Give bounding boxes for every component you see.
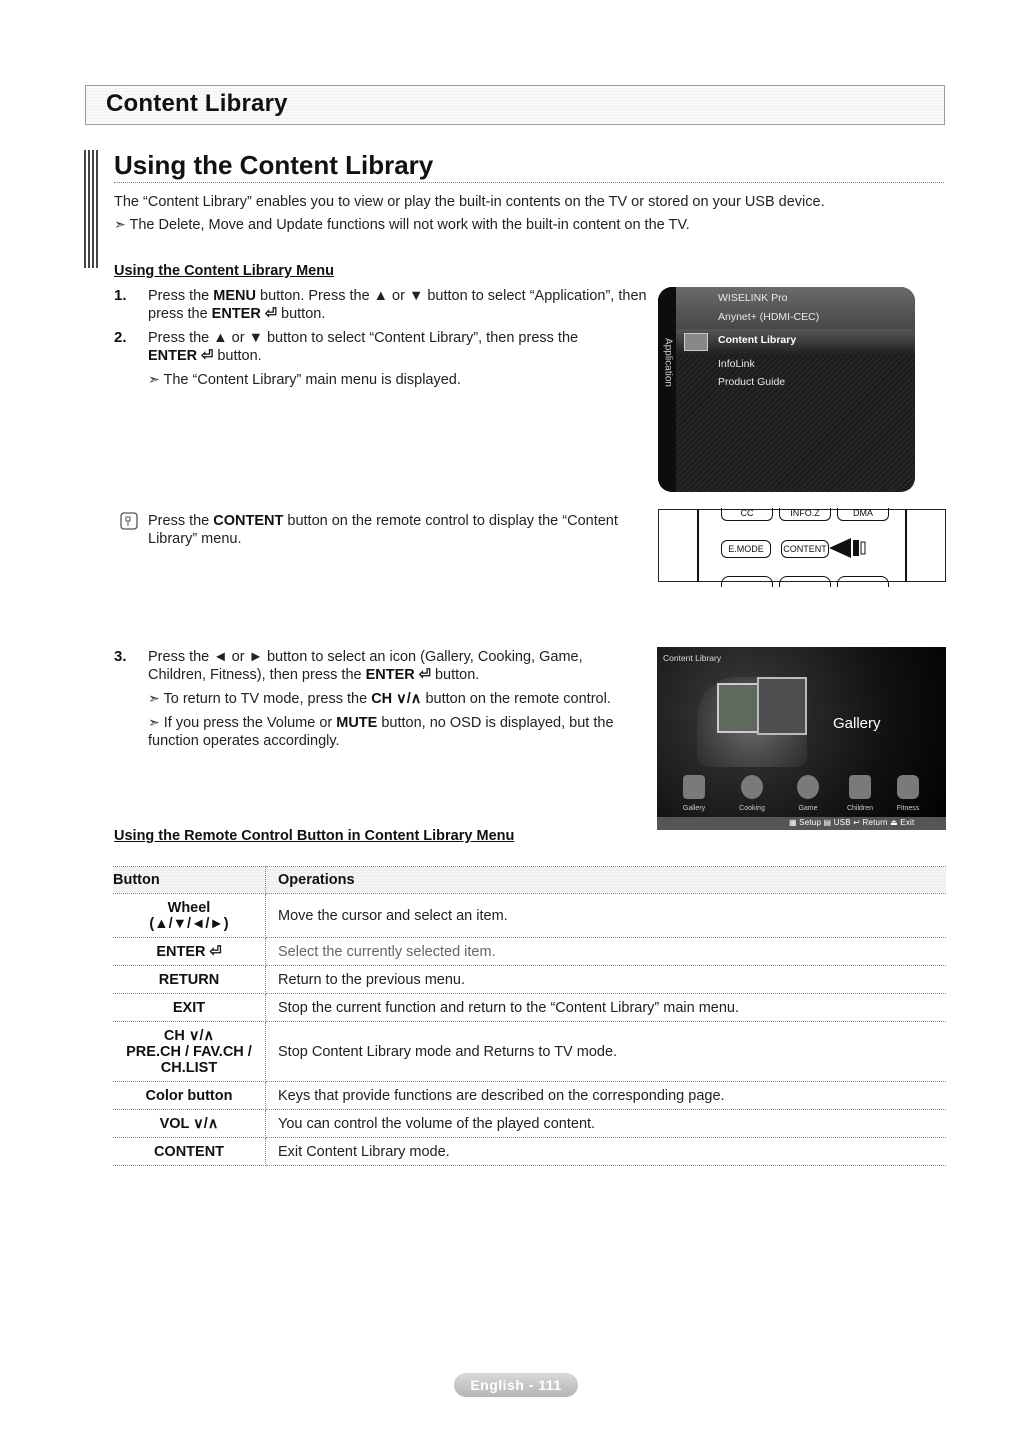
row-operation-cell: Stop the current function and return to the “Content Library” main menu. [266,994,947,1022]
picture-frame-icon [757,677,807,735]
cl-icon-label: Gallery [682,805,706,812]
table-header-row [113,867,946,894]
subheading-menu: Using the Content Library Menu [114,263,334,279]
page-number-badge: English - 111 [454,1373,578,1397]
picture-frame-icon [717,683,759,733]
cl-focused-label: Gallery [833,715,881,732]
game-icon [797,775,819,799]
cooking-icon [741,775,763,799]
note-arrow-icon: ➣ [148,371,160,387]
note-arrow-icon: ➣ [148,690,160,706]
intro-note-text: The Delete, Move and Update functions will not work with the built-in content on the TV. [129,217,690,233]
page-heading: Using the Content Library [114,150,434,180]
remote-lower-button [721,576,773,587]
table-row [113,1022,946,1082]
remote-lower-button [837,576,889,587]
tv-application-menu-image [658,287,915,492]
row-operation-cell: Stop Content Library mode and Returns to TV mode. [266,1022,947,1082]
row-button-cell: RETURN [113,966,266,994]
step-2-note: ➣ The “Content Library” main menu is displayed. [148,371,461,388]
intro-note [114,215,934,234]
cl-icon-label: Game [798,805,818,812]
menu-item: InfoLink [718,358,755,370]
step-3-note-1: ➣ To return to TV mode, press the CH ∨/∧ button on the remote control. [148,690,611,707]
cc-button: CC [721,508,773,521]
menu-side-label: Application [662,338,674,387]
row-operation-cell: You can control the volume of the played content. [266,1110,947,1138]
content-button: CONTENT [781,540,829,558]
cl-icon-label: Cooking [739,805,765,812]
step-3-number: 3. [114,648,127,665]
step-2-text: Press the ▲ or ▼ button to select “Content Library”, then press the ENTER ⏎ button. [148,330,579,364]
content-library-screen-image [657,647,946,830]
menu-item: Anynet+ (HDMI-CEC) [718,311,820,323]
table-row [113,1082,946,1110]
cl-icon-label: Fitness [896,805,920,812]
cl-bottom-bar-text: ▦ Setup ▤ USB ↩ Return ⏏ Exit [789,818,915,827]
row-operation-cell: Move the cursor and select an item. [266,894,947,938]
operations-table [113,866,946,1166]
section-title: Content Library [106,90,288,117]
step-3-text: Press the ◄ or ► button to select an icon (Gallery, Cooking, Game, Children, Fitness), then press the ENTER ⏎ button. [148,649,583,683]
note-arrow-icon: ➣ [148,714,160,730]
intro-text: The “Content Library” enables you to view or play the built-in contents on the TV or stored on your USB device. [114,194,825,210]
step-2-number: 2. [114,329,127,346]
row-button-cell: Color button [113,1082,266,1110]
step-1-text: Press the MENU button. Press the ▲ or ▼ button to select “Application”, then press the ENTER ⏎ button. [148,288,647,322]
gallery-icon [683,775,705,799]
row-operation-cell: Select the currently selected item. [266,938,947,966]
table-row [113,1110,946,1138]
remote-tip-text: Press the CONTENT button on the remote control to display the “Content Library” menu. [148,513,618,547]
step-3-note-2: ➣ If you press the Volume or MUTE button, no OSD is displayed, but the function operates accordingly. [148,714,614,749]
cl-icon-label: Children [846,805,874,812]
row-button-cell: CONTENT [113,1138,266,1166]
remote-control-image [658,509,946,582]
menu-item: WISELINK Pro [718,292,788,304]
row-button-cell: Wheel (▲/▼/◄/►) [113,894,266,938]
dma-button: DMA [837,508,889,521]
subheading-remote: Using the Remote Control Button in Content Library Menu [114,828,515,844]
row-button-cell: VOL ∨/∧ [113,1110,266,1138]
menu-side-tab [658,287,676,492]
row-button-cell: CH ∨/∧ PRE.CH / FAV.CH / CH.LIST [113,1022,266,1082]
cl-screen-title: Content Library [663,653,722,663]
table-row [113,938,946,966]
header-button: Button [113,867,266,894]
note-arrow-icon: ➣ [114,216,126,232]
remote-tip-icon [120,512,140,530]
heading-rule [114,182,944,183]
header-operations: Operations [266,867,947,894]
row-operation-cell: Keys that provide functions are described on the corresponding page. [266,1082,947,1110]
table-row [113,1138,946,1166]
row-operation-cell: Return to the previous menu. [266,966,947,994]
menu-item-selected: Content Library [718,334,797,346]
step-1-number: 1. [114,287,127,304]
pointer-arrow-icon [827,534,867,567]
info-button: INFO.Z [779,508,831,521]
menu-item: Product Guide [718,376,786,388]
fitness-icon [897,775,919,799]
row-button-cell: ENTER ⏎ [113,938,266,966]
table-row [113,894,946,938]
emode-button: E.MODE [721,540,771,558]
row-button-cell: EXIT [113,994,266,1022]
heading-marker-bar [84,150,98,268]
remote-lower-button [779,576,831,587]
table-row [113,966,946,994]
content-library-icon [684,333,708,351]
row-operation-cell: Exit Content Library mode. [266,1138,947,1166]
children-icon [849,775,871,799]
table-row [113,994,946,1022]
